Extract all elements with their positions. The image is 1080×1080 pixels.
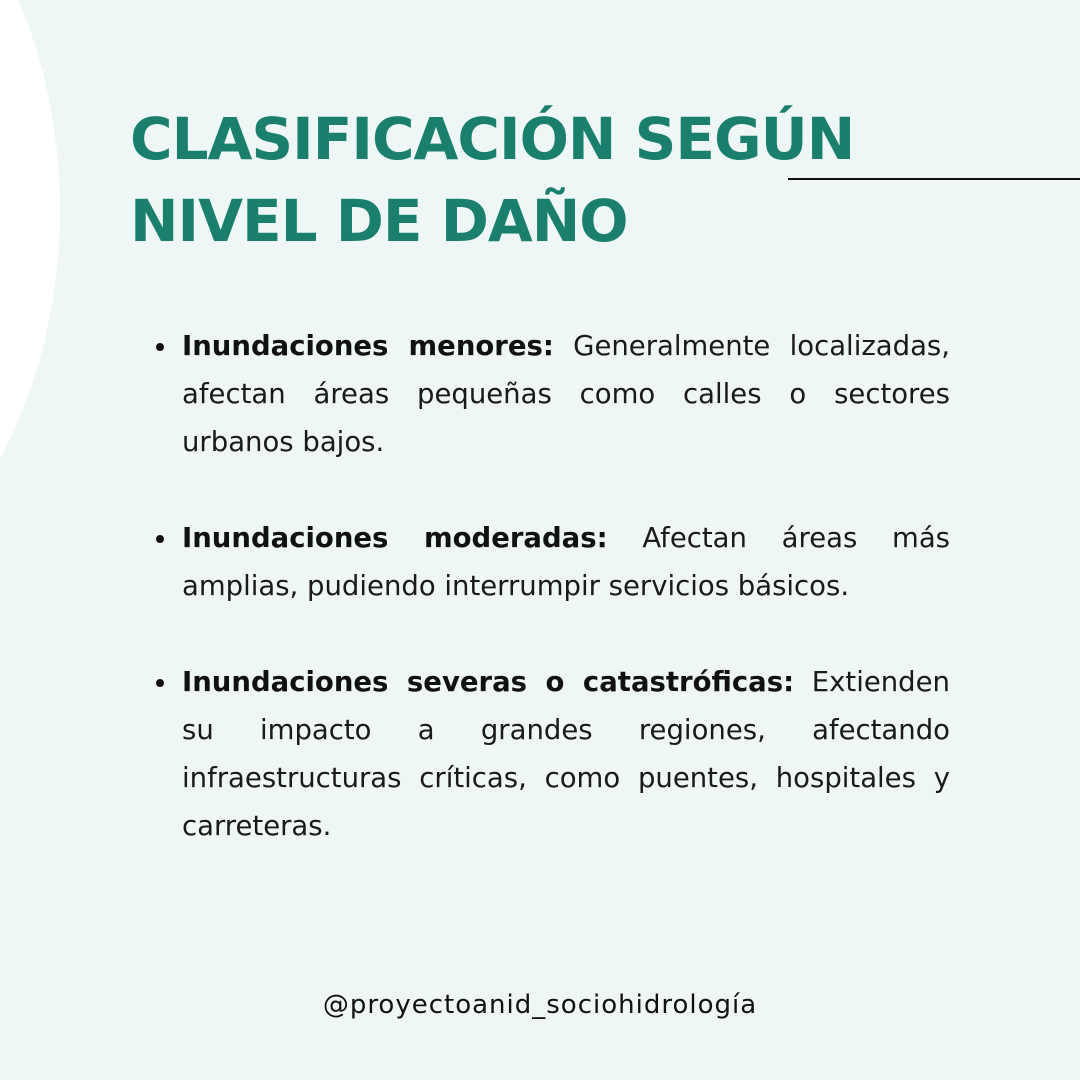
title-divider bbox=[788, 178, 1080, 180]
item-lead: Inundaciones severas o catastróficas: bbox=[182, 666, 795, 698]
background-circle bbox=[0, 0, 60, 660]
list-item-moderate bbox=[182, 514, 950, 610]
page-title bbox=[130, 98, 854, 262]
item-text: Generalmente localizadas, afectan áreas pequeñas como calles o sectores urbanos bajos. bbox=[182, 330, 950, 458]
social-handle: @proyectoanid_sociohidrología bbox=[322, 990, 758, 1020]
bullet-icon bbox=[156, 535, 164, 543]
classification-list bbox=[182, 322, 950, 898]
item-lead: Inundaciones menores: bbox=[182, 330, 554, 362]
item-text: Extienden su impacto a grandes regiones, afectando infraestructuras críticas, como puentes, hospitales y carreteras. bbox=[182, 666, 950, 842]
title-line-2: NIVEL DE DAÑO bbox=[130, 187, 628, 255]
item-lead: Inundaciones moderadas: bbox=[182, 522, 608, 554]
item-text: Afectan áreas más amplias, pudiendo interrumpir servicios básicos. bbox=[182, 522, 951, 602]
bullet-icon bbox=[156, 343, 164, 351]
bullet-icon bbox=[156, 679, 164, 687]
list-item-minor bbox=[182, 322, 950, 466]
title-line-1: CLASIFICACIÓN SEGÚN bbox=[130, 105, 855, 173]
list-item-severe bbox=[182, 658, 950, 850]
